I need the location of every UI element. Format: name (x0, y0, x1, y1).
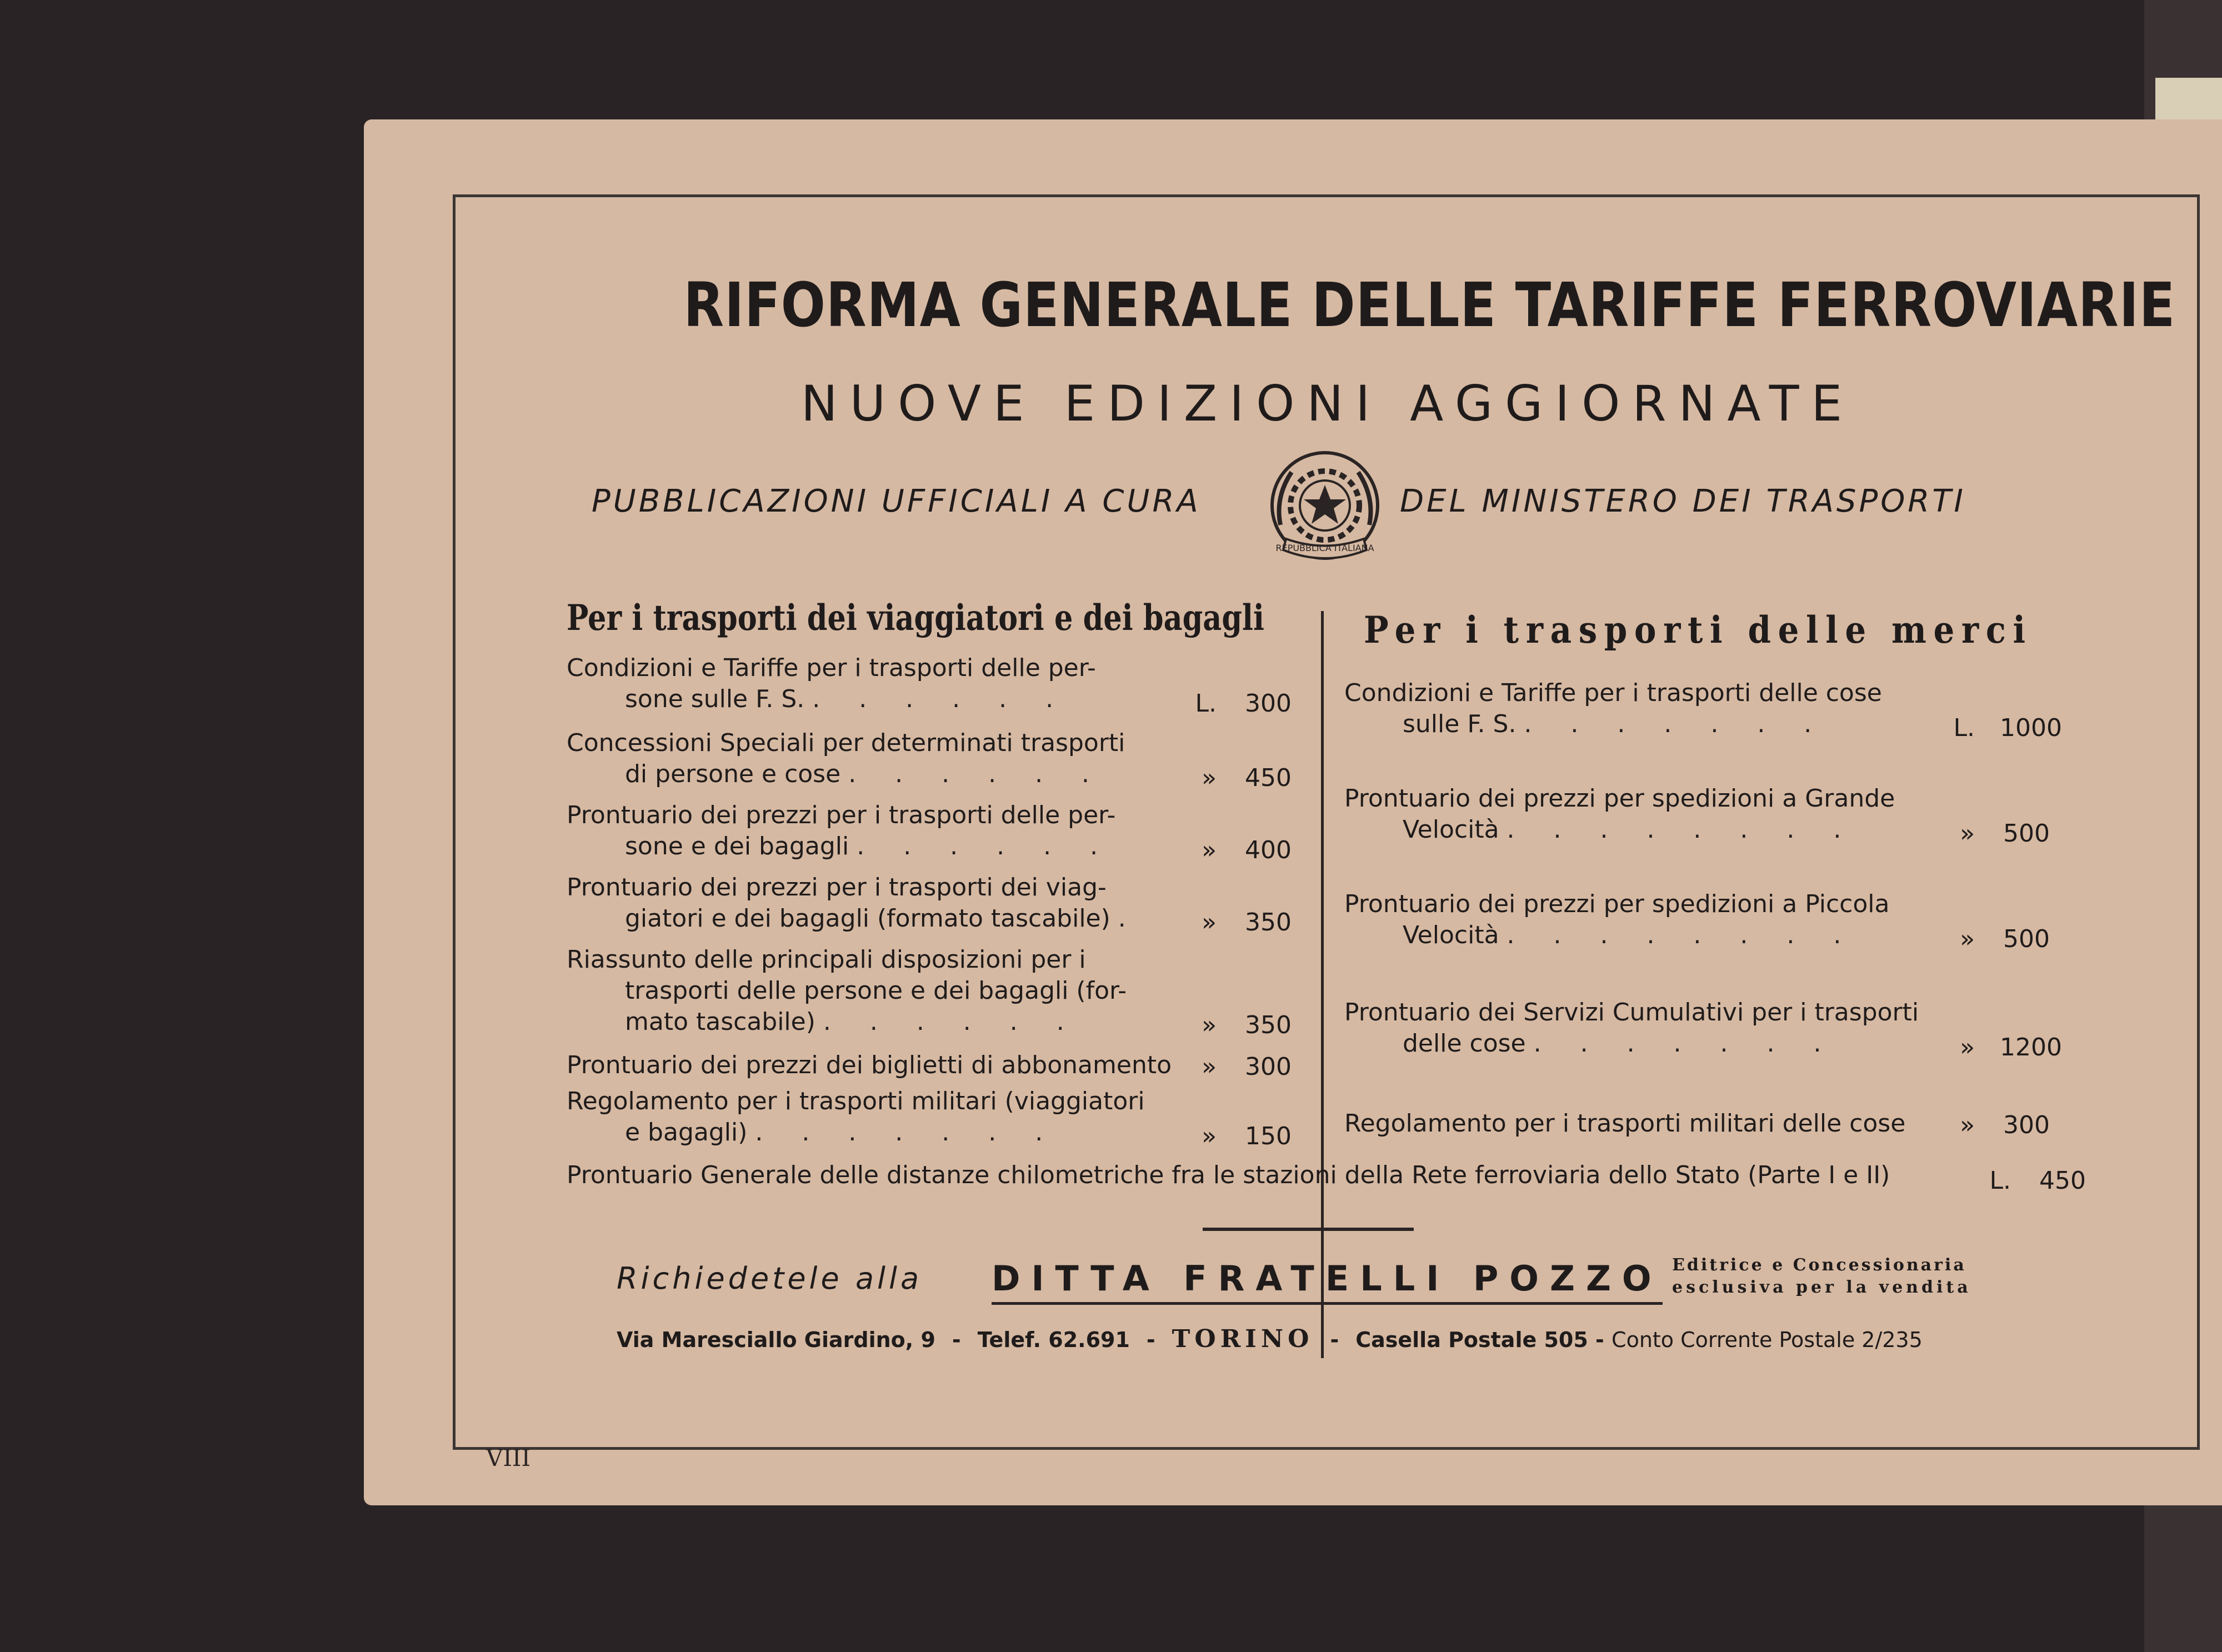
italian-emblem-icon (1258, 442, 1392, 575)
item-line1: Condizioni e Tariffe per i trasporti delle per- (567, 654, 1096, 682)
item-line2: sone sulle F. S. . . . . . . (625, 685, 1069, 713)
column-divider (1321, 611, 1324, 1358)
item-line1: Regolamento per i trasporti militari (viaggiatori (567, 1087, 1145, 1115)
request-text: Richiedetele alla (617, 1261, 923, 1296)
item-price: » 150 (1202, 1122, 1292, 1150)
list-item (567, 728, 1125, 790)
item-price: » 500 (1960, 925, 2050, 953)
left-column-heading: Per i trasporti dei viaggiatori e dei bagagli (567, 597, 1264, 639)
page-subtitle: NUOVE EDIZIONI AGGIORNATE (800, 375, 1855, 432)
distances-price: L. 450 (1989, 1167, 2086, 1195)
item-line1: Prontuario dei prezzi per i trasporti dei viag- (567, 873, 1107, 902)
list-item (1344, 1108, 1905, 1139)
item-price: » 1200 (1960, 1033, 2062, 1062)
item-line2: di persone e cose . . . . . . (625, 760, 1105, 788)
item-line1: Concessioni Speciali per determinati trasporti (567, 729, 1125, 757)
list-item (1344, 678, 1882, 740)
emblem-text: REPUBBLICA ITALIANA (1275, 543, 1374, 553)
account: Conto Corrente Postale 2/235 (1612, 1328, 1923, 1352)
list-item (1344, 783, 1895, 845)
item-line1: Regolamento per i trasporti militari delle cose (1344, 1109, 1906, 1138)
item-line2: Velocità . . . . . . . . (1403, 921, 1857, 949)
editrice-line2: esclusiva per la vendita (1672, 1278, 1971, 1297)
item-price: » 300 (1202, 1053, 1292, 1081)
list-item (567, 872, 1142, 934)
publication-left: PUBBLICAZIONI UFFICIALI A CURA (592, 483, 1201, 519)
item-price: » 450 (1202, 764, 1292, 792)
list-item (1344, 889, 1889, 951)
list-item (567, 800, 1115, 862)
item-line1: Prontuario dei Servizi Cumulativi per i trasporti (1344, 998, 1919, 1027)
item-line1: Prontuario dei prezzi per i trasporti delle per- (567, 801, 1116, 829)
page-number: VIII (486, 1444, 531, 1471)
list-item (567, 653, 1096, 715)
address-line: Via Maresciallo Giardino, 9 - Telef. 62.691 - TORINO - Casella Postale 505 - Conto Corrente Postale 2/235 (617, 1325, 1923, 1353)
company-name: DITTA FRATELLI POZZO (992, 1258, 1663, 1305)
separator (1203, 1228, 1414, 1231)
item-line1: Riassunto delle principali disposizioni per i (567, 945, 1086, 974)
po-box: Casella Postale 505 (1355, 1328, 1588, 1352)
list-item (567, 1086, 1145, 1148)
right-column-heading: Per i trasporti delle merci (1364, 608, 2033, 652)
item-line1: Prontuario dei prezzi per spedizioni a Grande (1344, 784, 1895, 813)
list-item (1344, 997, 1919, 1059)
item-line2: delle cose . . . . . . . (1403, 1029, 1837, 1058)
item-line2: trasporti delle persone e dei bagagli (for- (625, 977, 1127, 1005)
city: TORINO (1172, 1325, 1314, 1353)
item-line1: Prontuario dei prezzi dei biglietti di abbonamento (567, 1051, 1172, 1079)
page-title: RIFORMA GENERALE DELLE TARIFFE FERROVIARIE (683, 269, 2176, 341)
item-line2: Velocità . . . . . . . . (1403, 815, 1857, 844)
item-line1: Condizioni e Tariffe per i trasporti delle cose (1344, 679, 1882, 707)
item-price: » 350 (1202, 1011, 1292, 1039)
item-line2: sone e dei bagagli . . . . . . (625, 832, 1114, 860)
item-price: » 300 (1960, 1111, 2050, 1139)
advertisement-frame (453, 194, 2200, 1450)
item-line3: mato tascabile) . . . . . . (625, 1008, 1080, 1036)
item-line2: sulle F. S. . . . . . . . (1403, 710, 1828, 738)
item-price: » 500 (1960, 819, 2050, 848)
phone: Telef. 62.691 (977, 1328, 1130, 1352)
list-item (567, 1050, 1172, 1081)
list-item (567, 944, 1127, 1038)
item-line1: Prontuario dei prezzi per spedizioni a Piccola (1344, 890, 1890, 918)
item-price: » 400 (1202, 836, 1292, 864)
street-address: Via Maresciallo Giardino, 9 (617, 1328, 935, 1352)
editrice-line1: Editrice e Concessionaria (1672, 1255, 1966, 1275)
publication-right: DEL MINISTERO DEI TRASPORTI (1400, 483, 1966, 519)
distances-row: Prontuario Generale delle distanze chilometriche fra le stazioni della Rete ferroviaria dello Stato (Parte I e II) (567, 1161, 1890, 1189)
item-price: L. 300 (1195, 689, 1292, 718)
item-line2: giatori e dei bagagli (formato tascabile) . (625, 904, 1142, 933)
item-line2: e bagagli) . . . . . . . (625, 1118, 1059, 1147)
item-price: » 350 (1202, 908, 1292, 937)
item-price: L. 1000 (1953, 714, 2062, 742)
